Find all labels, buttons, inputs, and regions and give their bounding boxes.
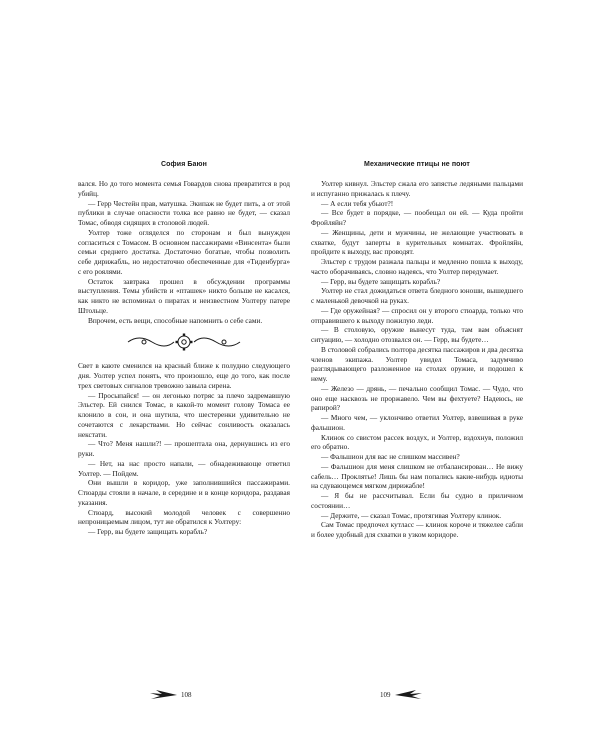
right-page [311, 160, 523, 540]
paragraph: — Просыпайся! — он легонько потряс за плечо задремавшую Эльстер. Ей снился Томас, в какой-то момент голову Томаса ее клонило в сон, и она шутила, что шестеренки удивительно не сочетаются с лекарствами. Но сейчас сонливость оказалась некстати. [78, 390, 290, 439]
paragraph: — Нет, на нас просто напали, — обнадеживающе ответил Уолтер. — Пойдем. [78, 458, 290, 478]
paragraph: — Где оружейная? — спросил он у второго стюарда, только что отправившего к выходу пожилую леди. [311, 305, 523, 325]
paragraph: Уолтер тоже огляделся по сторонам и был вынужден согласиться с Томасом. В основном пассажирами «Винсента» были семьи среднего достатка. Достаточно богатые, чтобы позволить себе дирижабль, но недостаточно обеспеченные для «Тиденбурга» с его роялями. [78, 227, 290, 276]
paragraph: Сам Томас предпочел кутласс — клинок короче и тяжелее сабли и более удобный для схватки в узком коридоре. [311, 520, 523, 539]
paragraph: — Все будет в порядке, — пообещал он ей. — Куда пройти Фройляйн? [311, 208, 523, 227]
paragraph: Впрочем, есть вещи, способные напомнить о себе сами. [88, 315, 263, 325]
gear-scroll-divider-icon [78, 331, 290, 353]
paragraph: Уолтер не стал дожидаться ответа бледного юноши, вышедшего с маленькой девочкой на руках. [311, 286, 523, 305]
paragraph: — Фальшион для вас не слишком массивен? [321, 452, 460, 461]
paragraph: Эльстер с трудом разжала пальцы и медленно пошла к выходу, часто оборачиваясь, словно надеясь, что Уолтер передумает. [311, 257, 523, 276]
paragraph: Они вышли в коридор, уже заполнившийся пассажирами. Стюарды стояли в начале, в середине и в конце коридора, раздавая указания. [78, 478, 290, 507]
left-running-head: София Баюн [161, 161, 207, 168]
paragraph: — Я бы не рассчитывал. Если бы судно в приличном состоянии… [311, 491, 523, 510]
left-page-text-after [78, 361, 290, 537]
paragraph: вался. Но до того момента семья Говардов снова превратится в род убийц. [78, 179, 290, 198]
right-folio [380, 688, 424, 702]
paragraph: — Женщины, дети и мужчины, не желающие участвовать в схватке, будут заперты в курительных комнатах. Фройляйн, пройдите к выходу, вас проводят. [311, 227, 523, 257]
paragraph: — Герр, вы будете защищать корабль? [321, 276, 441, 286]
right-page-text [311, 179, 523, 540]
paragraph: — Герр, вы будете защищать корабль? [88, 527, 208, 536]
paragraph: Клинок со свистом рассек воздух, и Уолтер, вздохнув, положил его обратно. [311, 432, 523, 452]
left-page [78, 160, 290, 537]
paragraph: В столовой собрались полтора десятка пассажиров и два десятка членов экипажа. Уолтер увидел Томаса, задумчиво разглядывающего разложенное на столах оружие, и подошел к нему. [311, 344, 523, 383]
left-folio [148, 688, 192, 702]
paragraph: Свет в каюте сменился на красный ближе к полудню следующего дня. Уолтер успел понять, что произошло, еще до того, как после трех световых сигналов тревожно завыла сирена. [78, 361, 290, 390]
wing-icon [394, 689, 424, 701]
paragraph: — Держите, — сказал Томас, протягивая Уолтеру клинок. [321, 510, 502, 520]
paragraph: — Что? Меня нашли?! — прошептала она, дернувшись из его руки. [78, 439, 290, 458]
paragraph: — Герр Честейн прав, матушка. Экипаж не будет пить, а от этой публики в случае опасности толка все равно не будет, — сказал Томас, обводя сидящих в столовой людей. [78, 198, 290, 227]
paragraph: Стюард, высокий молодой человек с совершенно непроницаемым лицом, тут же обратился к Уолтеру: [78, 507, 290, 527]
paragraph: Остаток завтрака прошел в обсуждении программы выступления. Темы убийств и «пташек» никто больше не касался, как никто не вспоминал о пиратах и неизвестном Уолтеру патере Штольце. [78, 276, 290, 315]
paragraph: — Много чем, — уклончиво ответил Уолтер, взвешивая в руке фальшион. [311, 413, 523, 432]
right-page-number: 109 [380, 691, 391, 699]
paragraph: Уолтер кивнул. Эльстер сжала его запястье ледяными пальцами и испуганно прижалась к плечу. [311, 179, 523, 198]
left-page-number: 108 [181, 691, 192, 699]
wing-icon [148, 689, 178, 701]
right-running-head: Механические птицы не поют [364, 161, 470, 168]
paragraph: — В столовую, оружие вынесут туда, там вам объяснят ситуацию, — холодно отозвался он. — Герр, вы будете… [311, 325, 523, 344]
paragraph: — Фальшион для меня слишком не отбалансирован… Не вижу сабель… Проклятье! Лишь бы нам попались какие-нибудь идиоты на сдувающемся мягком дирижабле! [311, 461, 523, 491]
paragraph: — Железо — дрянь, — печально сообщил Томас. — Чудо, что оно еще насквозь не проржавело. Чем вы фехтуете? Надеюсь, не рапирой? [311, 383, 523, 413]
paragraph: — А если тебя убьют?! [321, 198, 394, 208]
left-page-text-before [78, 179, 290, 325]
